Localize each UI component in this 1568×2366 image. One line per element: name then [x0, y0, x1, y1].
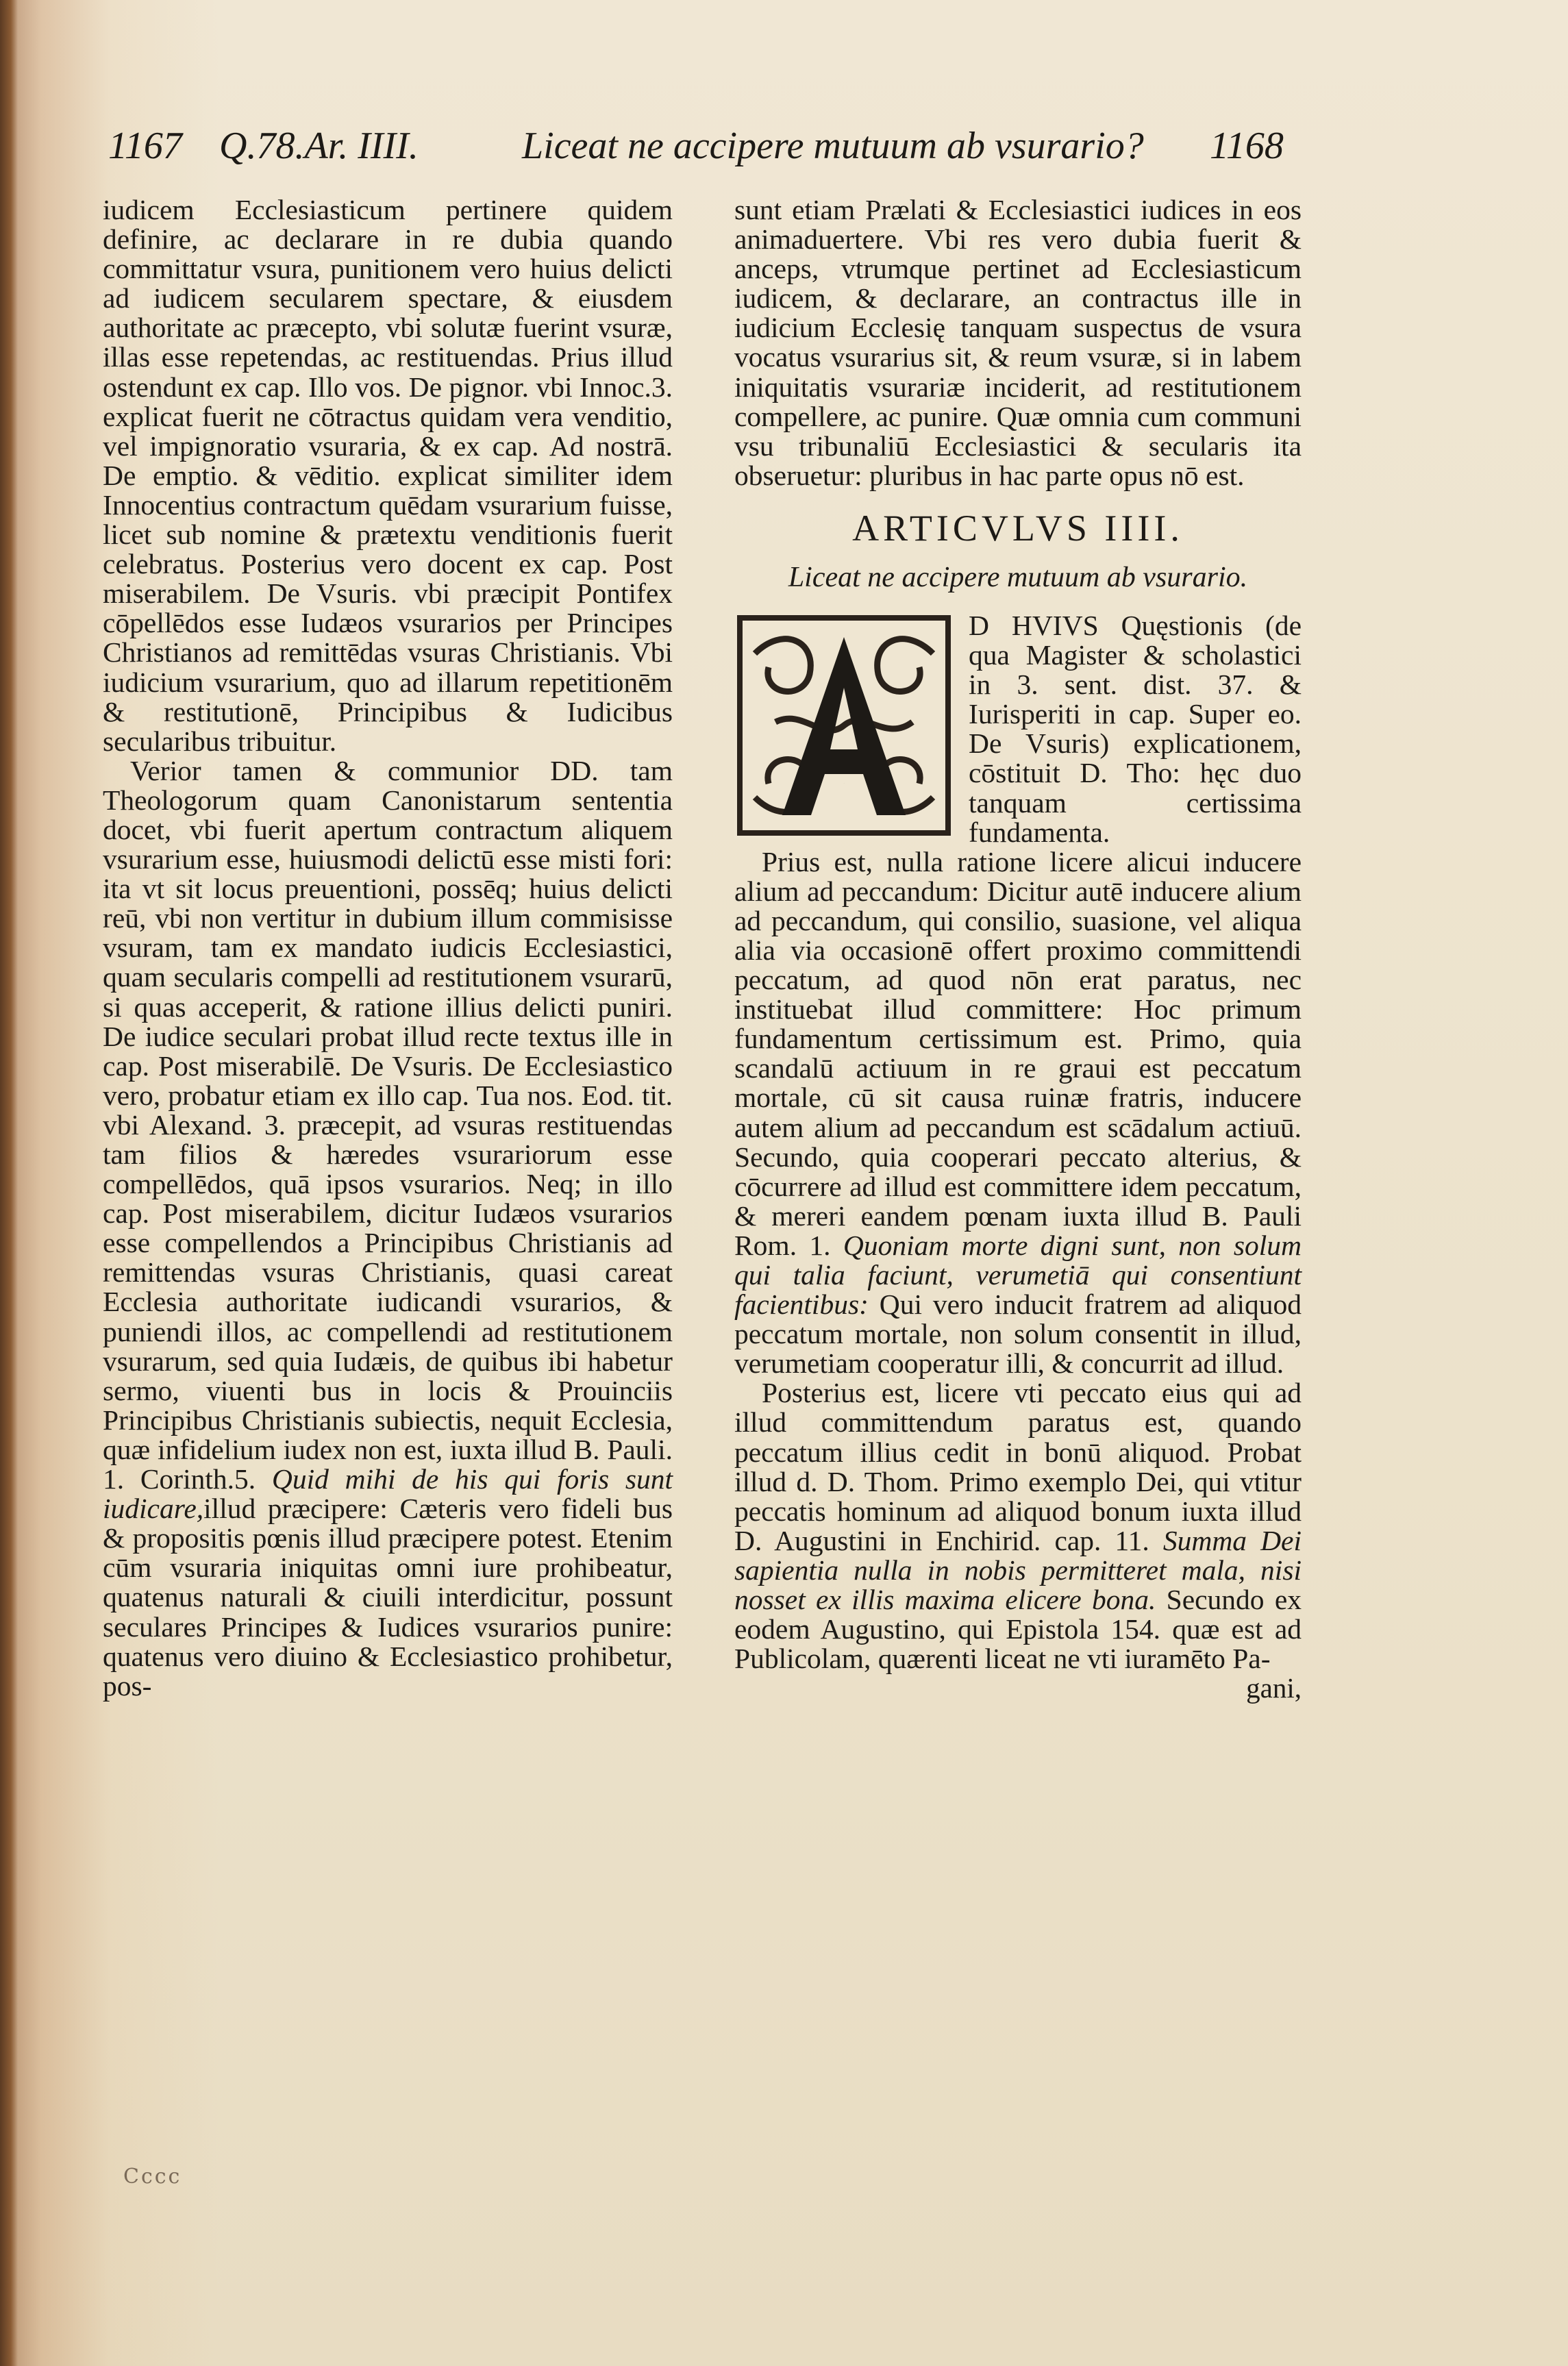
running-title: Liceat ne accipere mutuum ab vsurario? — [522, 125, 1144, 167]
quotation-corinthians: Quid mihi de his qui foris sunt iudicare, — [103, 1463, 673, 1525]
quotation-romans: Quoniam morte digni sunt, non solum qui talia faciunt, verumetiā qui consentiunt facientibus: — [734, 1229, 1302, 1321]
right-paragraph-2-text: D HVIVS Quęstionis (de qua Magister & scholastici in 3. sent. dist. 37. & Iurisperiti in cap. Super eo. De Vsuris) explicationem, cōstituit D. Tho: hęc duo tanquam certissima fundamenta. — [969, 609, 1302, 848]
quotation-augustine: Summa Dei sapientia nulla in nobis permitteret mala, nisi nosset ex illis maxima elicere bona. — [734, 1524, 1302, 1616]
drop-cap-letter: A — [843, 783, 845, 784]
right-paragraph-4-text: Posterius est, licere vti peccato eius qui ad illud committendum paratus est, quando peccatum illius cedit in bonū aliquod. Probat illud d. D. Thom. Primo exemplo Dei, qui vtitur peccatis hominum ad aliquod bonum iuxta illud D. Augustini in Enchirid. cap. 11. — [734, 1377, 1302, 1556]
signature-mark: Cccc — [123, 2165, 182, 2189]
catchword: gani, — [1246, 1672, 1302, 1704]
right-paragraph-2 — [734, 611, 1302, 847]
left-page-number: 1167 — [108, 125, 182, 167]
right-paragraph-4-tail: Secundo ex eodem Augustino, qui Epistola 154. quæ est ad Publicolam, quærenti liceat ne vti iuramēto Pa- — [734, 1584, 1302, 1675]
left-paragraph-1: iudicem Ecclesiasticum pertinere quidem definire, ac declarare in re dubia quando committatur vsura, punitionem vero huius delicti ad iudicem secularem spectare, & eiusdem authoritate ac præcepto, vbi solutæ fuerint vsuræ, illas esse repetendas, ac restituendas. Prius illud ostendunt ex cap. Illo vos. De pignor. vbi Innoc.3. explicat fuerit ne cōtractus quidam vera venditio, vel impignoratio vsuraria, & ex cap. Ad nostrā. De emptio. & vēditio. explicat similiter idem Innocentius contractum quēdam vsurarium fuisse, licet sub nomine & prætextu venditionis fuerit celebratus. Posterius vero docent ex cap. Post miserabilem. De Vsuris. vbi præcipit Pontifex cōpellēdos esse Iudæos vsurarios per Principes Christianos ad remittēdas vsuras Christianis. Vbi iudicium vsurarium, quo ad illarum repetitionēm & restitutionē, Principibus & Iudicibus secularibus tribuitur. — [103, 194, 673, 757]
right-paragraph-3 — [734, 847, 1302, 1379]
article-heading: ARTICVLVS IIII. — [852, 507, 1184, 549]
question-reference: Q.78.Ar. IIII. — [219, 125, 419, 167]
right-column — [734, 195, 1302, 1703]
right-paragraph-3-text: Prius est, nulla ratione licere alicui inducere alium ad peccandum: Dicitur autē inducere alium ad peccandum, qui consilio, suasione, vel aliqua alia via occasionē offert proximo committendi peccatum, ad quod nōn erat paratus, nec instituebat illud committere: Hoc primum fundamentum certissimum est. Primo, quia scandalū actiuum in re graui est peccatum mortale, cū sit causa ruinæ fratris, inducere autem alium ad peccandum est scādalum actiuū. Secundo, quia cooperari peccato alterius, & cōcurrere ad illud est committere idem peccatum, & mereri eandem pœnam iuxta illud B. Pauli Rom. 1. — [734, 845, 1302, 1261]
right-page-number: 1168 — [1210, 125, 1284, 167]
article-title: Liceat ne accipere mutuum ab vsurario. — [788, 561, 1248, 593]
page-gutter-shadow — [0, 0, 18, 2366]
right-paragraph-1: sunt etiam Prælati & Ecclesiastici iudices in eos animaduertere. Vbi res vero dubia fuerit & anceps, vtrumque pertinet ad Ecclesiasticum iudicem, & declarare, an contractus ille in iudicium Ecclesię tanquam suspectus de vsura vocatus vsurarius sit, & reum vsuræ, si in labem iniquitatis vsurariæ inciderit, ad restitutionem compellere, ac punire. Quæ omnia cum communi vsu tribunaliū Ecclesiastici & secularis ita obseruetur: pluribus in hac parte opus nō est. — [734, 194, 1302, 491]
decorated-initial-a — [734, 612, 954, 838]
right-paragraph-3-tail: Qui vero inducit fratrem ad aliquod peccatum mortale, non solum consentit in illud, verumetiam cooperatur illi, & concurrit ad illud. — [734, 1288, 1302, 1380]
left-column — [103, 195, 673, 1701]
running-header — [103, 122, 1322, 177]
right-paragraph-4 — [734, 1378, 1302, 1673]
left-paragraph-2-text: Verior tamen & communior DD. tam Theologorum quam Canonistarum sententia docet, vbi fuerit apertum contractum aliquem vsurarium esse, huiusmodi delictū esse misti fori: ita vt sit locus preuentioni, possēq; huius delicti reū, vbi non vertitur in dubium illum commisisse vsuram, tam ex mandato iudicis Ecclesiastici, quam secularis compelli ad restitutionem vsurarū, si quas acceperit, & ratione illius delicti puniri. De iudice seculari probat illud recte textus ille in cap. Post miserabilē. De Vsuris. De Ecclesiastico vero, probatur etiam ex illo cap. Tua nos. Eod. tit. vbi Alexand. 3. præcepit, ad vsuras restituendas tam filios & hæredes vsurariorum esse compellēdos, quā ipsos vsurarios. Neq; in illo cap. Post miserabilem, dicitur Iudæos vsurarios esse compellendos a Principibus Christianis ad remittendas vsuras Christianis, quasi careat Ecclesia authoritate iudicandi vsurarios, & puniendi illos, ac compellendi ad restitutionem vsurarum, sed quia Iudæis, de quibus ibi habetur sermo, viuenti bus in locis & Prouinciis Principibus Christianis subiectis, nequit Ecclesia, quæ infidelium iudex non est, iuxta illud B. Pauli. 1. Corinth.5. — [103, 754, 673, 1495]
left-paragraph-2-tail: illud præcipere: Cæteris vero fideli bus & propositis pœnis illud præcipere potest. Etenim cūm vsuraria iniquitas omni iure prohibeatur, quatenus naturali & ciuili interdicitur, possunt seculares Principes & Iudices vsurarios punire: quatenus vero diuino & Ecclesiastico prohibetur, pos- — [103, 1493, 673, 1702]
left-paragraph-2 — [103, 756, 673, 1701]
